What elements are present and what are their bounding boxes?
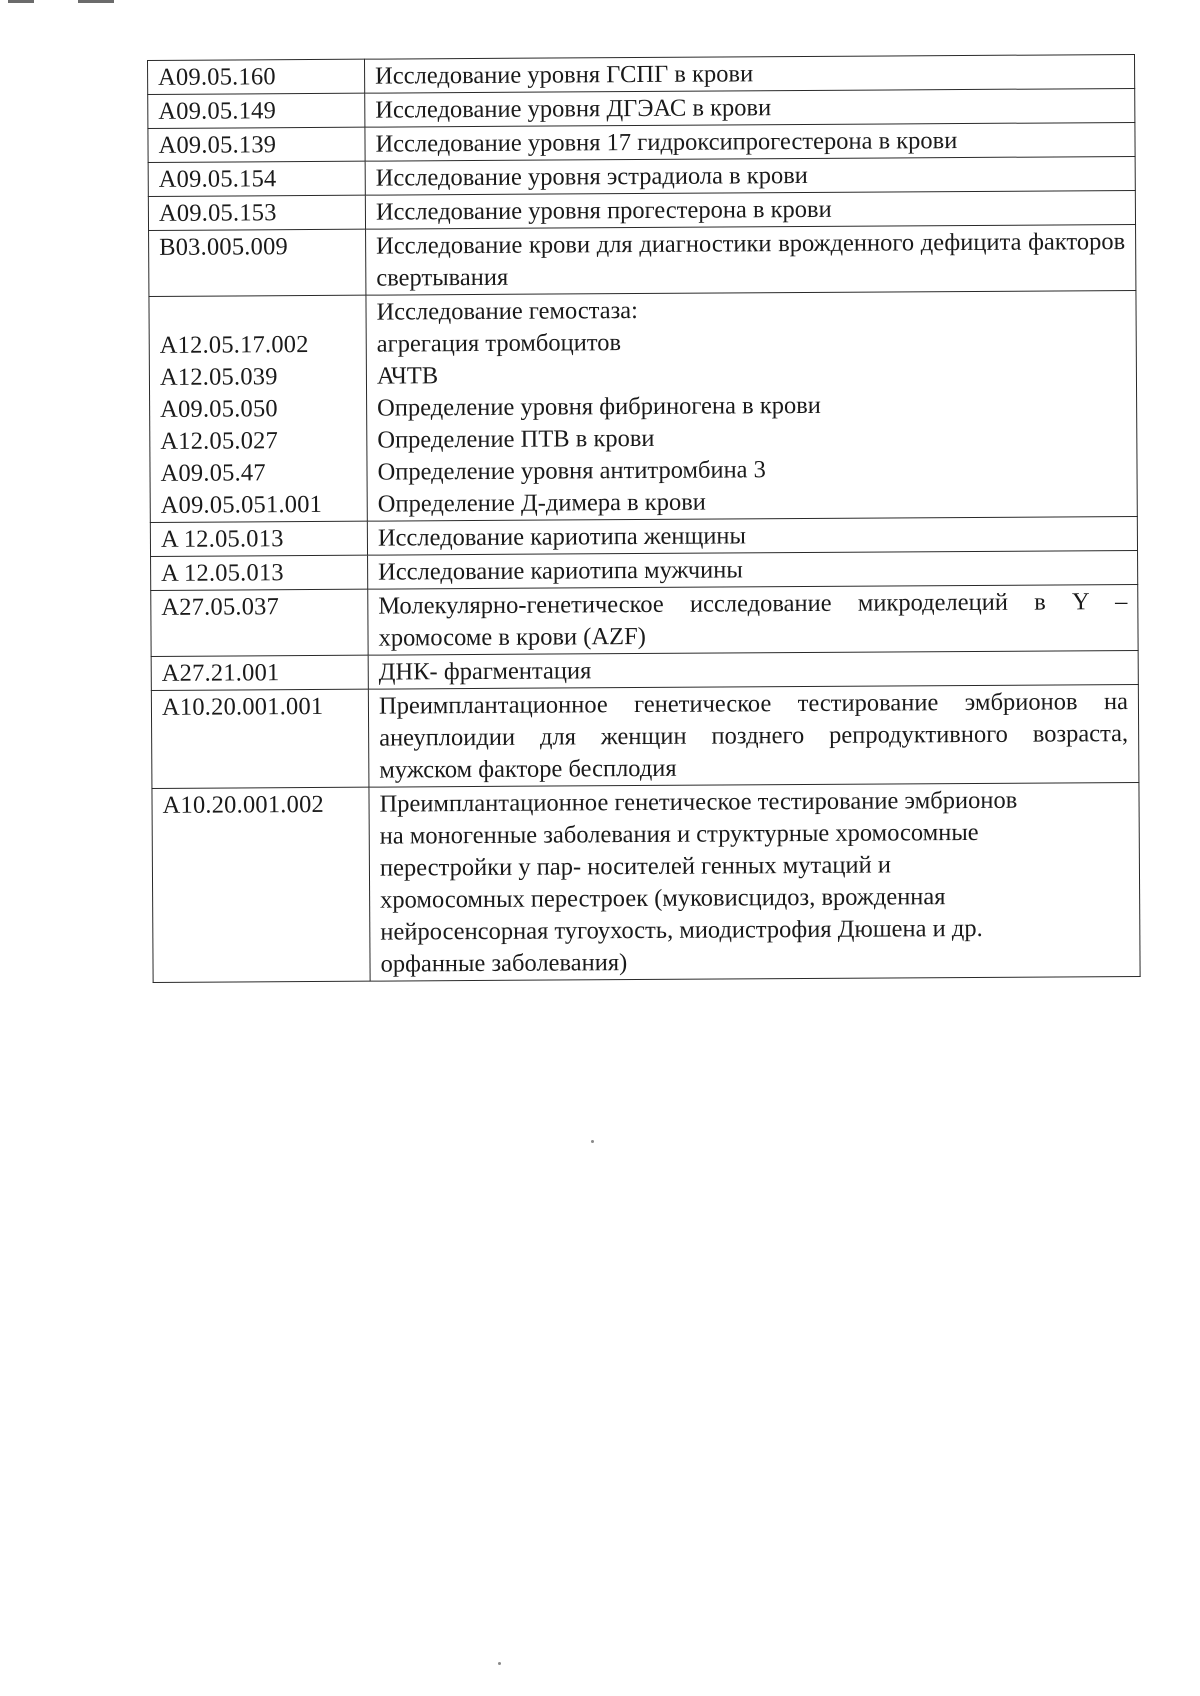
table-row [151, 684, 1139, 788]
service-description-cell [365, 122, 1135, 161]
service-code [159, 297, 355, 330]
service-description: Исследование уровня ГСПГ в крови [375, 60, 754, 90]
service-code-cell [150, 521, 367, 556]
service-description-cell [367, 516, 1137, 555]
service-description-cell [365, 190, 1135, 229]
service-code-cell [149, 295, 367, 522]
service-code: A09.05.47 [160, 459, 266, 487]
service-code: A 12.05.013 [160, 525, 284, 553]
service-code: A 12.05.013 [161, 559, 284, 587]
table-row [149, 290, 1137, 522]
service-description-cell [368, 550, 1138, 589]
service-description: Преимплантационное генетическое тестирование эмбрионов [379, 786, 1018, 818]
service-description: Исследование уровня 17 гидроксипрогестерона в крови [375, 127, 958, 158]
service-description: Исследование уровня прогестерона в крови [375, 195, 832, 226]
scan-speck [498, 1662, 501, 1665]
service-description: нейросенсорная тугоухость, миодистрофия Дюшена и др. [380, 914, 983, 946]
service-description: перестройки у пар- носителей генных мутаций и [379, 851, 891, 882]
service-description: Исследование уровня ДГЭАС в крови [375, 94, 772, 124]
service-code: A12.05.027 [160, 427, 279, 455]
services-table-body [148, 54, 1141, 982]
service-description: на моногенные заболевания и структурные хромосомные [379, 818, 979, 850]
service-description: хромосомных перестроек (муковисцидоз, врожденная [380, 883, 946, 914]
service-description: Исследование крови для диагностики врожденного дефицита факторов свертывания [376, 228, 1126, 292]
service-description: Исследование уровня эстрадиола в крови [375, 161, 808, 192]
scan-artifact [8, 0, 34, 3]
service-description: Определение уровня фибриногена в крови [377, 391, 821, 422]
service-code-cell [149, 229, 366, 296]
service-code-cell [151, 689, 369, 788]
service-code: A12.05.17.002 [159, 331, 309, 359]
service-description: орфанные заболевания) [380, 949, 628, 978]
service-code-cell [148, 127, 365, 162]
service-description: Преимплантационное генетическое тестирование эмбрионов на анеуплоидии для женщин позднего репродуктивного возраста, мужском факторе бесплодия [378, 688, 1129, 784]
service-description-cell [368, 684, 1139, 787]
table-row [149, 224, 1136, 296]
service-code: B03.005.009 [159, 233, 289, 261]
service-description: АЧТВ [376, 362, 439, 390]
service-description: Исследование кариотипа мужчины [378, 556, 743, 586]
service-code: A09.05.149 [158, 97, 277, 125]
service-description-cell [365, 156, 1135, 195]
service-description-cell [368, 650, 1138, 689]
service-code-cell [151, 555, 368, 590]
scan-artifact [78, 0, 114, 3]
service-code: A10.20.001.002 [162, 790, 325, 819]
service-code: A10.20.001.001 [161, 692, 324, 721]
service-code: A09.05.139 [158, 131, 277, 159]
service-code-cell [151, 655, 368, 690]
service-code: A09.05.153 [158, 199, 277, 227]
table-row [151, 584, 1138, 656]
service-code: A12.05.039 [159, 363, 278, 391]
table-row [152, 782, 1140, 982]
service-description: Исследование кариотипа женщины [377, 522, 747, 552]
service-description: агрегация тромбоцитов [376, 329, 622, 358]
service-description-cell [368, 584, 1138, 655]
service-code: A09.05.154 [158, 165, 277, 193]
service-code-cell [151, 589, 368, 656]
service-code-cell [148, 93, 365, 128]
service-description: Определение ПТВ в крови [377, 424, 655, 454]
service-description: Молекулярно-генетическое исследование микроделеций в Y –хромосоме в крови (AZF) [378, 588, 1128, 652]
service-code-cell [148, 195, 365, 230]
service-description-cell [364, 54, 1134, 93]
service-code: A09.05.160 [158, 63, 276, 91]
service-code: A09.05.051.001 [160, 490, 323, 519]
service-description-cell [369, 782, 1140, 981]
service-code-cell [148, 59, 365, 94]
service-description: Исследование гемостаза: [376, 297, 638, 326]
service-description: Определение уровня антитромбина 3 [377, 456, 766, 486]
service-code: A09.05.050 [160, 395, 278, 423]
service-description-cell [366, 224, 1136, 295]
service-description-cell [365, 88, 1135, 127]
scan-speck [591, 1140, 594, 1143]
services-table [147, 54, 1141, 983]
service-code-cell [148, 161, 365, 196]
service-description: ДНК- фрагментация [378, 657, 592, 686]
service-code: A27.05.037 [161, 593, 280, 621]
service-description: Определение Д-димера в крови [377, 488, 706, 518]
service-code-cell [152, 787, 370, 982]
service-code: A27.21.001 [161, 659, 280, 687]
service-description-cell [366, 290, 1137, 521]
